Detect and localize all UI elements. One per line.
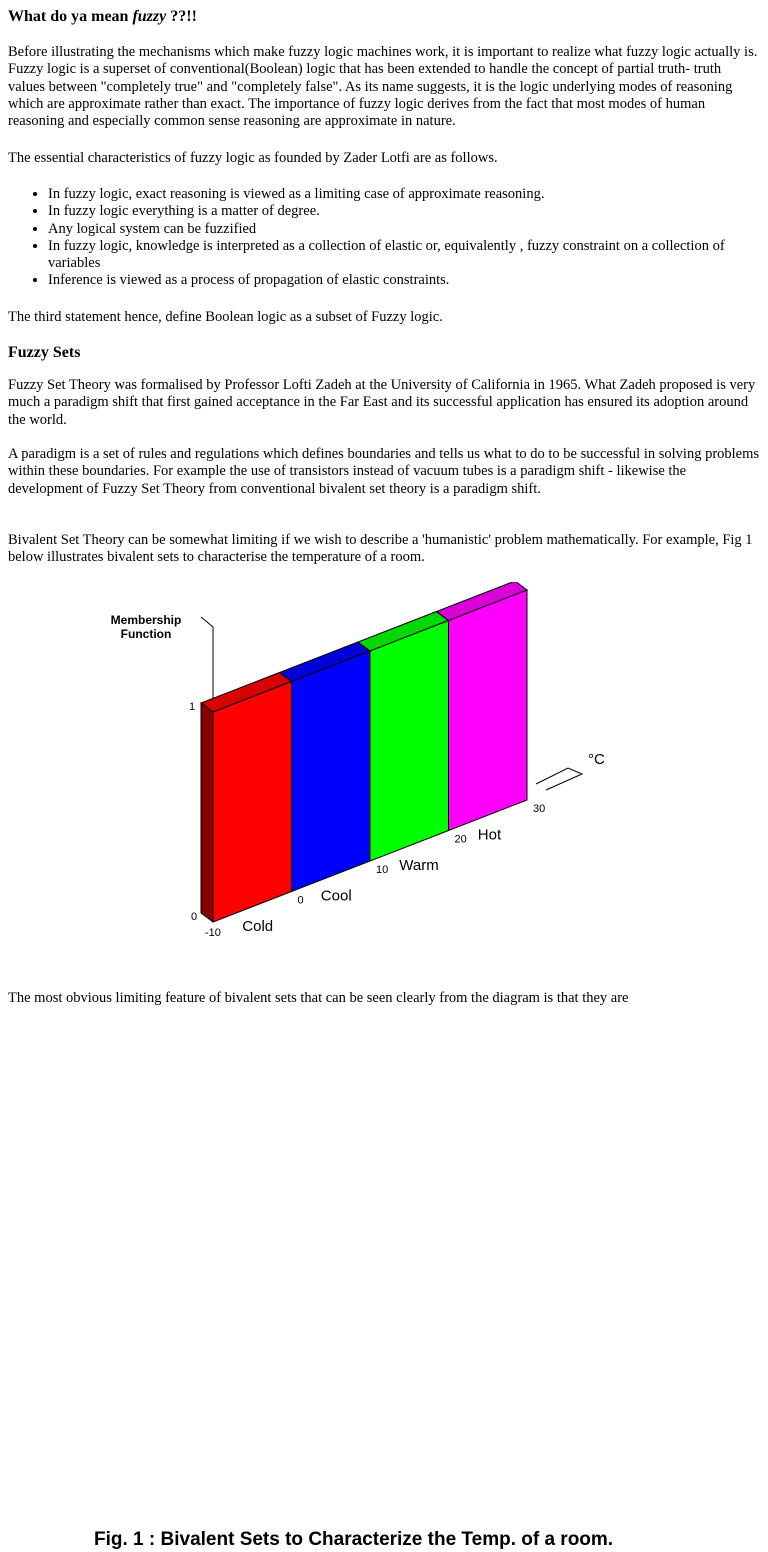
y-tick-label-1: 1 (189, 701, 196, 713)
list-item: • In fuzzy logic, exact reasoning is viewed as a limiting case of approximate reasoning. (48, 186, 760, 203)
characteristics-list (8, 186, 760, 290)
list-item: • In fuzzy logic everything is a matter of degree. (48, 203, 760, 220)
set-bar-cold (213, 682, 292, 923)
y-axis-label-line2: Function (120, 627, 172, 641)
set-label-hot: Hot (477, 826, 502, 844)
section-heading-fuzzy-sets: Fuzzy Sets (8, 344, 81, 361)
list-item: • Inference is viewed as a process of propagation of elastic constraints. (48, 272, 760, 289)
set-label-warm: Warm (399, 856, 439, 874)
fuzzy-sets-paragraph-2: A paradigm is a set of rules and regulations which defines boundaries and tells us what to do to be successful in solving problems within these boundaries. For example the use of transistors instead of vacuum tubes is a paradigm shift - likewise the development of Fuzzy Set Theory from conventional bivalent set theory is a paradigm shift. (8, 446, 760, 497)
x-axis-arrow (536, 768, 582, 790)
set-bar-side-cold (201, 703, 213, 922)
set-bar-cool (292, 651, 371, 892)
closing-paragraph: The most obvious limiting feature of bivalent sets that can be seen clearly from the diagram is that they are (8, 990, 629, 1006)
intro-characteristics-line: The essential characteristics of fuzzy logic as founded by Zader Lotfi are as follows. (8, 150, 498, 166)
unit-label: °C (588, 751, 605, 768)
set-label-cool: Cool (320, 887, 352, 905)
set-bars (201, 582, 527, 922)
y-axis-frame (201, 617, 213, 710)
figure-caption: Fig. 1 : Bivalent Sets to Characterize the Temp. of a room. (94, 1529, 614, 1550)
boolean-subset-statement: The third statement hence, define Boolean logic as a subset of Fuzzy logic. (8, 309, 443, 325)
x-tick-label: -10 (205, 927, 221, 939)
y-tick-label-0: 0 (191, 911, 198, 923)
x-tick-label: 10 (376, 864, 389, 876)
fuzzy-sets-paragraph-1: Fuzzy Set Theory was formalised by Professor Lofti Zadeh at the University of California in 1965. What Zadeh proposed is very much a paradigm shift that first gained acceptance in the Far East and its successful application has ensured its adoption around the world. (8, 377, 756, 428)
bivalent-sets-chart (0, 582, 760, 942)
set-bar-warm (370, 621, 449, 862)
title-emphasis: fuzzy (132, 8, 167, 25)
intro-paragraph: Before illustrating the mechanisms which make fuzzy logic machines work, it is important to realize what fuzzy logic actually is. Fuzzy logic is a superset of conventional(Boolean) logic that has been extended to handle the concept of partial truth- truth values between "completely true" and "completely false". As its name suggests, it is the logic underlying modes of reasoning which are approximate rather than exact. The importance of fuzzy logic derives from the fact that most modes of human reasoning and especially common sense reasoning are approximate in nature. (8, 44, 758, 130)
x-tick-label: 0 (297, 894, 304, 907)
title-suffix: ??!! (166, 8, 197, 25)
list-item: • Any logical system can be fuzzified (48, 221, 760, 238)
y-axis-label-line1: Membership (110, 613, 182, 627)
x-tick-label: 30 (533, 803, 546, 815)
x-tick-label: 20 (454, 833, 467, 846)
set-label-cold: Cold (242, 917, 274, 935)
page-title (8, 6, 197, 28)
set-bar-hot (449, 590, 528, 831)
list-item: • In fuzzy logic, knowledge is interpreted as a collection of elastic or, equivalently , fuzzy constraint on a collection of variables (48, 238, 760, 273)
title-prefix: What do ya mean (8, 8, 133, 25)
fuzzy-sets-paragraph-3: Bivalent Set Theory can be somewhat limiting if we wish to describe a 'humanistic' problem mathematically. For example, Fig 1 below illustrates bivalent sets to characterise the temperature of a room. (8, 532, 753, 566)
